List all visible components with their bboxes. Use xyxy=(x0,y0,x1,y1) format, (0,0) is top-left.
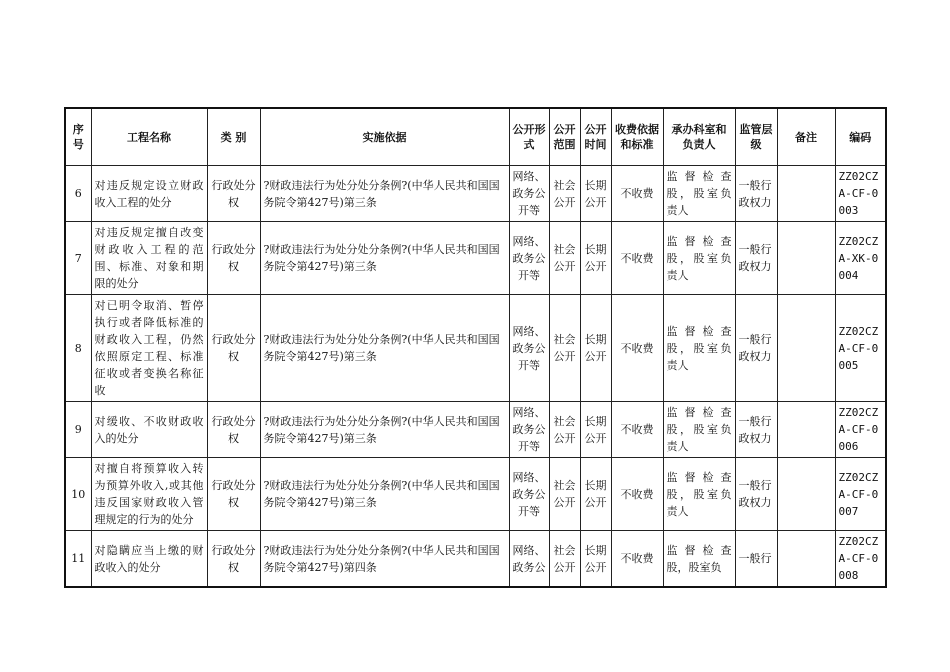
cell-scope: 社会公开 xyxy=(549,166,580,222)
cell-seq: 7 xyxy=(65,222,91,295)
cell-dept: 监督检查股，股室负责人 xyxy=(663,295,735,402)
cell-code: ZZ02CZA-CF-0006 xyxy=(835,402,886,458)
cell-form: 网络、政务公开等 xyxy=(509,402,549,458)
cell-note xyxy=(777,531,835,588)
cell-scope: 社会公开 xyxy=(549,222,580,295)
cell-form: 网络、政务公 xyxy=(509,531,549,588)
header-name: 工程名称 xyxy=(91,108,207,166)
cell-form: 网络、政务公开等 xyxy=(509,166,549,222)
cell-category: 行政处分权 xyxy=(207,531,260,588)
cell-name: 对已明令取消、暂停执行或者降低标准的财政收入工程，仍然依照原定工程、标准征收或者变换名称征收 xyxy=(91,295,207,402)
header-basis: 实施依据 xyxy=(260,108,509,166)
cell-level: 一般行政权力 xyxy=(735,295,777,402)
cell-code: ZZ02CZA-CF-0007 xyxy=(835,458,886,531)
table-row xyxy=(65,166,886,222)
cell-fee: 不收费 xyxy=(611,402,663,458)
cell-note xyxy=(777,166,835,222)
cell-note xyxy=(777,402,835,458)
cell-basis: ?财政违法行为处分处分条例?(中华人民共和国国务院令第427号)第三条 xyxy=(260,222,509,295)
cell-dept: 监督检查股，股室负责人 xyxy=(663,458,735,531)
cell-name: 对隐瞒应当上缴的财政收入的处分 xyxy=(91,531,207,588)
cell-code: ZZ02CZA-CF-0008 xyxy=(835,531,886,588)
cell-dept: 监督检查股，股室负责人 xyxy=(663,166,735,222)
cell-seq: 9 xyxy=(65,402,91,458)
cell-level: 一般行 xyxy=(735,531,777,588)
header-note: 备注 xyxy=(777,108,835,166)
table-row xyxy=(65,222,886,295)
cell-level: 一般行政权力 xyxy=(735,222,777,295)
table-row xyxy=(65,402,886,458)
cell-fee: 不收费 xyxy=(611,166,663,222)
cell-scope: 社会公开 xyxy=(549,458,580,531)
cell-name: 对违反规定擅自改变财政收入工程的范围、标准、对象和期限的处分 xyxy=(91,222,207,295)
header-category: 类 别 xyxy=(207,108,260,166)
cell-category: 行政处分权 xyxy=(207,402,260,458)
table-row xyxy=(65,531,886,588)
records-table xyxy=(64,107,887,588)
cell-fee: 不收费 xyxy=(611,295,663,402)
cell-name: 对缓收、不收财政收入的处分 xyxy=(91,402,207,458)
cell-level: 一般行政权力 xyxy=(735,402,777,458)
cell-basis: ?财政违法行为处分处分条例?(中华人民共和国国务院令第427号)第三条 xyxy=(260,458,509,531)
cell-seq: 11 xyxy=(65,531,91,588)
cell-code: ZZ02CZA-CF-0003 xyxy=(835,166,886,222)
cell-seq: 6 xyxy=(65,166,91,222)
table-row xyxy=(65,295,886,402)
header-code: 编码 xyxy=(835,108,886,166)
cell-time: 长期公开 xyxy=(580,402,611,458)
cell-note xyxy=(777,295,835,402)
cell-code: ZZ02CZA-CF-0005 xyxy=(835,295,886,402)
cell-name: 对违反规定设立财政收入工程的处分 xyxy=(91,166,207,222)
header-time: 公开时间 xyxy=(580,108,611,166)
header-row xyxy=(65,108,886,166)
cell-fee: 不收费 xyxy=(611,458,663,531)
cell-basis: ?财政违法行为处分处分条例?(中华人民共和国国务院令第427号)第四条 xyxy=(260,531,509,588)
cell-note xyxy=(777,222,835,295)
cell-time: 长期公开 xyxy=(580,166,611,222)
cell-scope: 社会公开 xyxy=(549,531,580,588)
header-scope: 公开范围 xyxy=(549,108,580,166)
cell-form: 网络、政务公开等 xyxy=(509,295,549,402)
cell-note xyxy=(777,458,835,531)
cell-time: 长期公开 xyxy=(580,531,611,588)
cell-form: 网络、政务公开等 xyxy=(509,222,549,295)
cell-category: 行政处分权 xyxy=(207,222,260,295)
cell-basis: ?财政违法行为处分处分条例?(中华人民共和国国务院令第427号)第三条 xyxy=(260,295,509,402)
cell-form: 网络、政务公开等 xyxy=(509,458,549,531)
cell-category: 行政处分权 xyxy=(207,166,260,222)
cell-time: 长期公开 xyxy=(580,222,611,295)
cell-category: 行政处分权 xyxy=(207,458,260,531)
cell-level: 一般行政权力 xyxy=(735,166,777,222)
header-seq: 序号 xyxy=(65,108,91,166)
cell-dept: 监督检查股，股室负责人 xyxy=(663,222,735,295)
cell-time: 长期公开 xyxy=(580,458,611,531)
header-fee: 收费依据和标准 xyxy=(611,108,663,166)
cell-seq: 8 xyxy=(65,295,91,402)
cell-code: ZZ02CZA-XK-0004 xyxy=(835,222,886,295)
cell-basis: ?财政违法行为处分处分条例?(中华人民共和国国务院令第427号)第三条 xyxy=(260,402,509,458)
cell-category: 行政处分权 xyxy=(207,295,260,402)
cell-scope: 社会公开 xyxy=(549,402,580,458)
cell-name: 对擅自将预算收入转为预算外收入,或其他违反国家财政收入管理规定的行为的处分 xyxy=(91,458,207,531)
cell-seq: 10 xyxy=(65,458,91,531)
table-row xyxy=(65,458,886,531)
header-level: 监管层级 xyxy=(735,108,777,166)
cell-time: 长期公开 xyxy=(580,295,611,402)
header-form: 公开形式 xyxy=(509,108,549,166)
cell-fee: 不收费 xyxy=(611,222,663,295)
cell-scope: 社会公开 xyxy=(549,295,580,402)
cell-basis: ?财政违法行为处分处分条例?(中华人民共和国国务院令第427号)第三条 xyxy=(260,166,509,222)
cell-dept: 监督检查股，股室负责人 xyxy=(663,402,735,458)
cell-dept: 监督检查股，股室负 xyxy=(663,531,735,588)
cell-level: 一般行政权力 xyxy=(735,458,777,531)
cell-fee: 不收费 xyxy=(611,531,663,588)
header-dept: 承办科室和负责人 xyxy=(663,108,735,166)
